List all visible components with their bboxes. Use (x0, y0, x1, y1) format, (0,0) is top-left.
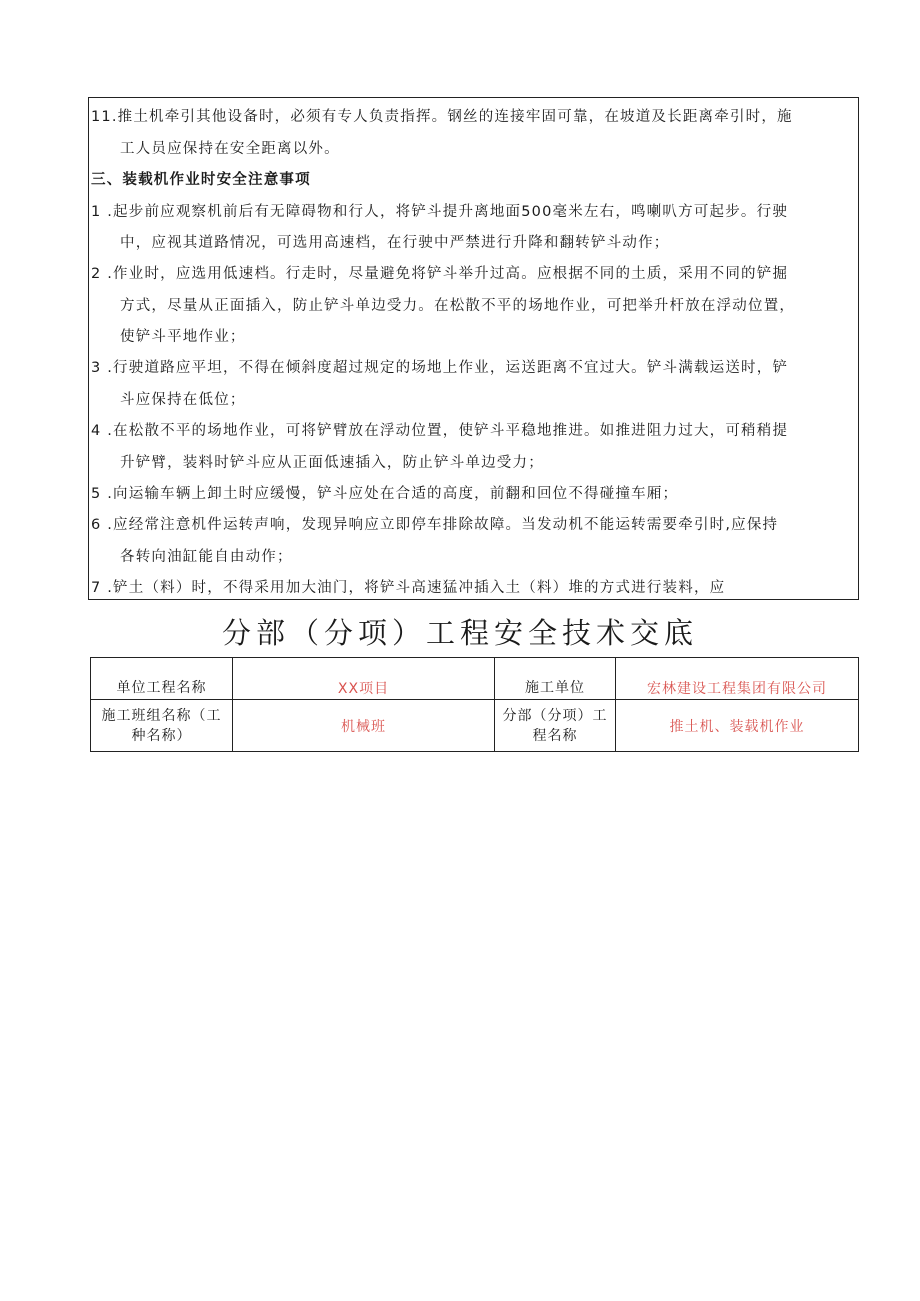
team-label-cell (91, 700, 233, 752)
contractor-value-cell (616, 658, 859, 700)
subproject-value-cell (616, 700, 859, 752)
project-info-table (90, 657, 859, 752)
team-value-cell (233, 700, 495, 752)
unit-project-value: XX项目 (337, 681, 390, 697)
team-value: 机械班 (341, 718, 386, 735)
content-line: 升铲臂，装料时铲斗应从正面低速插入，防止铲斗单边受力； (120, 455, 544, 471)
unit-project-label: 单位工程名称 (116, 680, 207, 696)
content-line: 4 .在松散不平的场地作业，可将铲臂放在浮动位置，使铲斗平稳地推进。如推进阻力过大，可稍稍提 (91, 423, 789, 439)
content-line: 11.推土机牵引其他设备时，必须有专人负责指挥。钢丝的连接牢固可靠，在坡道及长距离牵引时，施 (91, 109, 793, 125)
contractor-value: 宏林建设工程集团有限公司 (647, 681, 827, 697)
content-line: 1 .起步前应观察机前后有无障碍物和行人，将铲斗提升离地面500毫米左右，鸣喇叭方可起步。行驶 (91, 204, 789, 220)
content-line: 斗应保持在低位； (120, 392, 246, 408)
content-line: 7 .铲土（料）时，不得采用加大油门，将铲斗高速猛冲插入土（料）堆的方式进行装料，应 (91, 580, 726, 596)
content-line: 6 .应经常注意机件运转声响，发现异响应立即停车排除故障。当发动机不能运转需要牵引时,应保持 (91, 517, 779, 533)
team-label-line2: 种名称） (131, 727, 192, 744)
subproject-label-line1: 分部（分项）工 (502, 707, 608, 724)
content-line: 2 .作业时，应选用低速档。行走时，尽量避免将铲斗举升过高。应根据不同的土质，采用不同的铲掘 (91, 266, 789, 282)
subproject-label-cell (495, 700, 616, 752)
subproject-label-line2: 程名称 (532, 727, 578, 744)
page-title: 分部（分项）工程安全技术交底 (221, 616, 698, 650)
table-row (91, 658, 859, 700)
content-line: 各转向油缸能自由动作； (120, 549, 293, 565)
content-line: 5 .向运输车辆上卸土时应缓慢，铲斗应处在合适的高度，前翻和回位不得碰撞车厢； (91, 486, 679, 502)
content-line: 使铲斗平地作业； (120, 329, 246, 345)
content-line: 方式，尽量从正面插入，防止铲斗单边受力。在松散不平的场地作业，可把举升杆放在浮动位置， (120, 298, 796, 314)
contractor-label: 施工单位 (525, 680, 585, 696)
unit-project-label-cell (91, 658, 233, 700)
content-line: 中，应视其道路情况，可选用高速档，在行驶中严禁进行升降和翻转铲斗动作； (120, 235, 670, 251)
subproject-value: 推土机、装载机作业 (669, 718, 805, 735)
content-line: 工人员应保持在安全距离以外。 (120, 141, 340, 157)
table-row (91, 700, 859, 752)
team-label-line1: 施工班组名称（工 (101, 707, 222, 724)
section-heading: 三、装载机作业时安全注意事项 (91, 172, 311, 188)
contractor-label-cell (495, 658, 616, 700)
content-line: 3 .行驶道路应平坦，不得在倾斜度超过规定的场地上作业，运送距离不宜过大。铲斗满载运送时，铲 (91, 360, 789, 376)
safety-content-box (88, 97, 859, 600)
unit-project-value-cell (233, 658, 495, 700)
